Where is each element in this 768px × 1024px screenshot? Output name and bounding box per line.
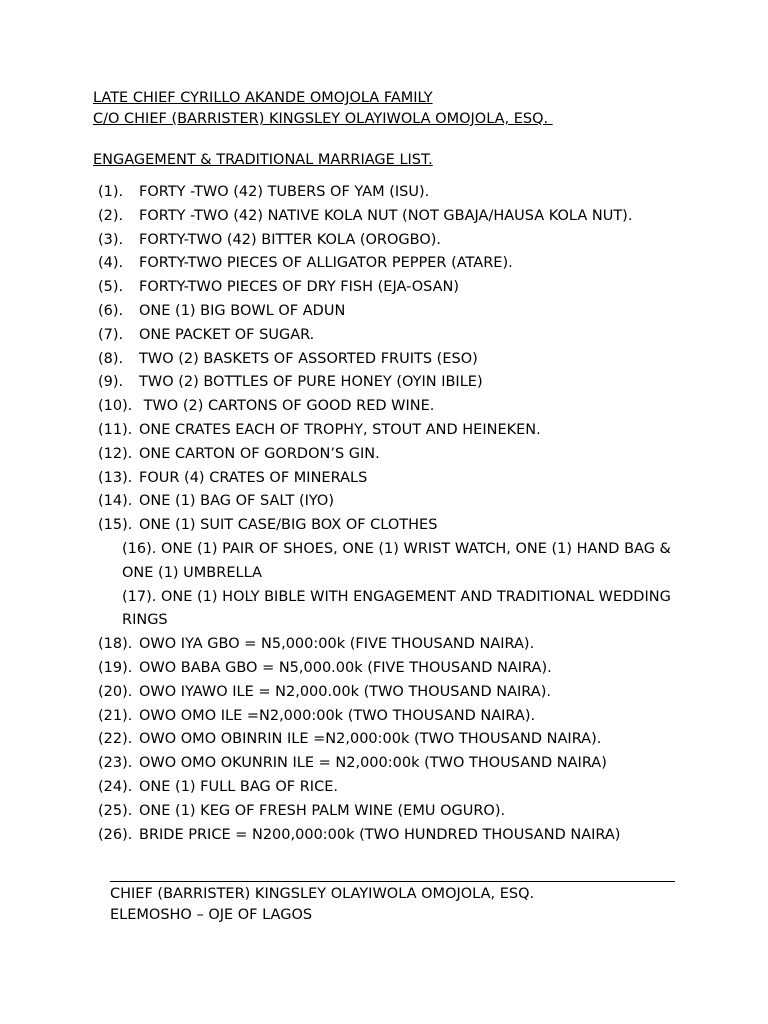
item-text: ONE (1) SUIT CASE/BIG BOX OF CLOTHES <box>139 517 438 534</box>
item-number: (8). <box>98 350 124 367</box>
list-title: ENGAGEMENT & TRADITIONAL MARRIAGE LIST. <box>93 152 433 168</box>
item-text: OWO IYAWO ILE = N2,000.00k (TWO THOUSAND NAIRA). <box>139 683 551 700</box>
item-text: TWO (2) CARTONS OF GOOD RED WINE. <box>139 398 435 415</box>
item-number: (13). <box>98 469 133 486</box>
item-number: (12). <box>98 445 133 462</box>
item-text: FORTY-TWO (42) BITTER KOLA (OROGBO). <box>139 231 442 248</box>
list-item <box>98 633 674 657</box>
item-text: OWO IYA GBO = N5,000:00k (FIVE THOUSAND NAIRA). <box>139 636 535 653</box>
item-number: (16). <box>122 540 157 557</box>
item-text: ONE (1) FULL BAG OF RICE. <box>139 778 338 795</box>
item-text: OWO OMO ILE =N2,000:00k (TWO THOUSAND NAIRA). <box>139 707 536 724</box>
care-of-heading: C/O CHIEF (BARRISTER) KINGSLEY OLAYIWOLA OMOJOLA, ESQ. <box>93 111 553 127</box>
item-number: (6). <box>98 302 124 319</box>
list-item <box>98 229 674 253</box>
item-number: (26). <box>98 826 133 843</box>
list-item <box>98 538 674 586</box>
list-item <box>98 276 674 300</box>
item-number: (20). <box>98 683 133 700</box>
item-text: ONE (1) PAIR OF SHOES, ONE (1) WRIST WATCH, ONE (1) HAND BAG & ONE (1) UMBRELLA <box>122 540 671 581</box>
list-item <box>98 752 674 776</box>
item-number: (11). <box>98 421 133 438</box>
item-number: (14). <box>98 493 133 510</box>
item-text: BRIDE PRICE = N200,000:00k (TWO HUNDRED THOUSAND NAIRA) <box>139 826 621 843</box>
item-text: ONE PACKET OF SUGAR. <box>139 326 315 343</box>
item-number: (23). <box>98 755 133 772</box>
item-number: (5). <box>98 279 124 296</box>
list-item <box>98 586 674 634</box>
item-text: ONE (1) HOLY BIBLE WITH ENGAGEMENT AND TRADITIONAL WEDDING RINGS <box>122 588 671 629</box>
list-item <box>98 300 674 324</box>
item-number: (24). <box>98 778 133 795</box>
item-text: OWO BABA GBO = N5,000.00k (FIVE THOUSAND NAIRA). <box>139 659 552 676</box>
item-number: (7). <box>98 326 124 343</box>
list-item <box>98 395 674 419</box>
document-header <box>93 88 553 130</box>
list-item <box>98 467 674 491</box>
item-number: (15). <box>98 517 133 534</box>
list-item <box>98 371 674 395</box>
item-text: ONE CARTON OF GORDON’S GIN. <box>139 445 380 462</box>
item-text: OWO OMO OBINRIN ILE =N2,000:00k (TWO THOUSAND NAIRA). <box>139 731 602 748</box>
item-text: OWO OMO OKUNRIN ILE = N2,000:00k (TWO THOUSAND NAIRA) <box>139 755 607 772</box>
item-text: FORTY -TWO (42) NATIVE KOLA NUT (NOT GBAJA/HAUSA KOLA NUT). <box>139 207 633 224</box>
signatory-title: ELEMOSHO – OJE OF LAGOS <box>110 907 313 923</box>
list-item <box>98 800 674 824</box>
list-item <box>98 443 674 467</box>
list-item <box>98 181 674 205</box>
signatory-name: CHIEF (BARRISTER) KINGSLEY OLAYIWOLA OMOJOLA, ESQ. <box>110 886 535 902</box>
list-item <box>98 205 674 229</box>
list-item <box>98 514 674 538</box>
item-number: (9). <box>98 374 124 391</box>
item-text: FORTY -TWO (42) TUBERS OF YAM (ISU). <box>139 184 430 200</box>
item-number: (2). <box>98 207 124 224</box>
marriage-items-list <box>98 181 674 847</box>
list-item <box>98 681 674 705</box>
list-item <box>98 657 674 681</box>
item-number: (19). <box>98 659 133 676</box>
family-name-heading: LATE CHIEF CYRILLO AKANDE OMOJOLA FAMILY <box>93 90 433 106</box>
list-item <box>98 252 674 276</box>
item-number: (1). <box>98 184 124 200</box>
list-item <box>98 348 674 372</box>
item-number: (3). <box>98 231 124 248</box>
item-text: ONE CRATES EACH OF TROPHY, STOUT AND HEINEKEN. <box>139 421 541 438</box>
item-number: (17). <box>122 588 157 605</box>
list-item <box>98 490 674 514</box>
item-number: (25). <box>98 802 133 819</box>
item-text: ONE (1) KEG OF FRESH PALM WINE (EMU OGURO). <box>139 802 506 819</box>
signature-line <box>110 881 675 882</box>
item-number: (10). <box>98 398 133 415</box>
item-text: FORTY-TWO PIECES OF DRY FISH (EJA-OSAN) <box>139 279 460 296</box>
item-number: (18). <box>98 636 133 653</box>
item-text: TWO (2) BOTTLES OF PURE HONEY (OYIN IBILE) <box>139 374 483 391</box>
list-item <box>98 824 674 848</box>
item-text: FOUR (4) CRATES OF MINERALS <box>139 469 368 486</box>
item-text: TWO (2) BASKETS OF ASSORTED FRUITS (ESO) <box>139 350 478 367</box>
list-item <box>98 324 674 348</box>
list-item <box>98 705 674 729</box>
list-item <box>98 776 674 800</box>
item-text: FORTY-TWO PIECES OF ALLIGATOR PEPPER (ATARE). <box>139 255 513 272</box>
list-item <box>98 728 674 752</box>
item-number: (22). <box>98 731 133 748</box>
item-number: (21). <box>98 707 133 724</box>
item-text: ONE (1) BAG OF SALT (IYO) <box>139 493 335 510</box>
item-number: (4). <box>98 255 124 272</box>
list-item <box>98 419 674 443</box>
item-text: ONE (1) BIG BOWL OF ADUN <box>139 302 346 319</box>
signature-block <box>110 884 534 926</box>
